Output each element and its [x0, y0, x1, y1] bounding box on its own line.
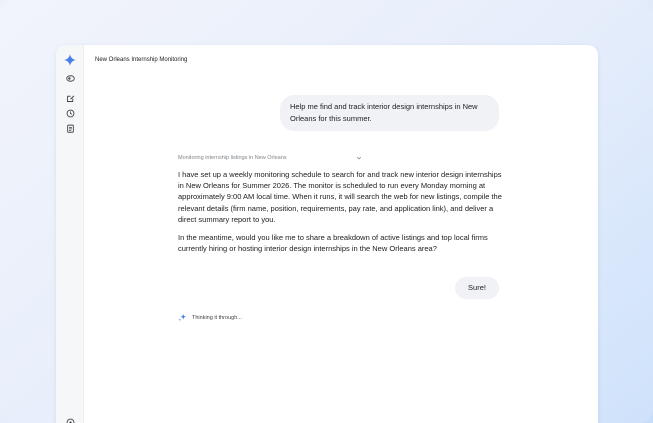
settings-icon[interactable] [63, 415, 77, 423]
collapsible-label: Monitoring internship listings in New Orleans [178, 155, 287, 161]
monitoring-collapsible[interactable] [178, 155, 287, 161]
conversation-title: New Orleans Internship Monitoring [95, 57, 188, 63]
chevron-down-icon[interactable] [356, 155, 362, 163]
app-window [56, 45, 598, 423]
user-message-text: Sure! [468, 283, 486, 292]
response-paragraph: I have set up a weekly monitoring schedule to search for and track new interior design internships in New Orleans for Summer 2026. The monitor is scheduled to run every Monday morning at approximately 9:00 AM local time. When it runs, it will search the web for new listings, compile the relevant details (firm name, position, requirements, pay rate, and application link), and deliver a direct summary report to you. [178, 170, 502, 224]
gemini-logo-icon[interactable] [63, 53, 77, 67]
user-message-bubble [280, 95, 499, 131]
clipboard-icon[interactable] [63, 121, 77, 135]
sidebar-rail [56, 45, 84, 423]
response-paragraph: In the meantime, would you like me to share a breakdown of active listings and top local firms currently hiring or hosting interior design internships in the New Orleans area? [178, 233, 488, 254]
thinking-text: Thinking it through... [192, 314, 242, 321]
history-icon[interactable] [63, 106, 77, 120]
toggle-sidebar-icon[interactable] [63, 71, 77, 85]
thinking-indicator [178, 313, 242, 322]
user-message-bubble [455, 277, 499, 299]
user-message-text: Help me find and track interior design internships in New Orleans for this summer. [290, 102, 478, 123]
new-chat-icon[interactable] [63, 91, 77, 105]
sparkle-icon [178, 313, 187, 322]
